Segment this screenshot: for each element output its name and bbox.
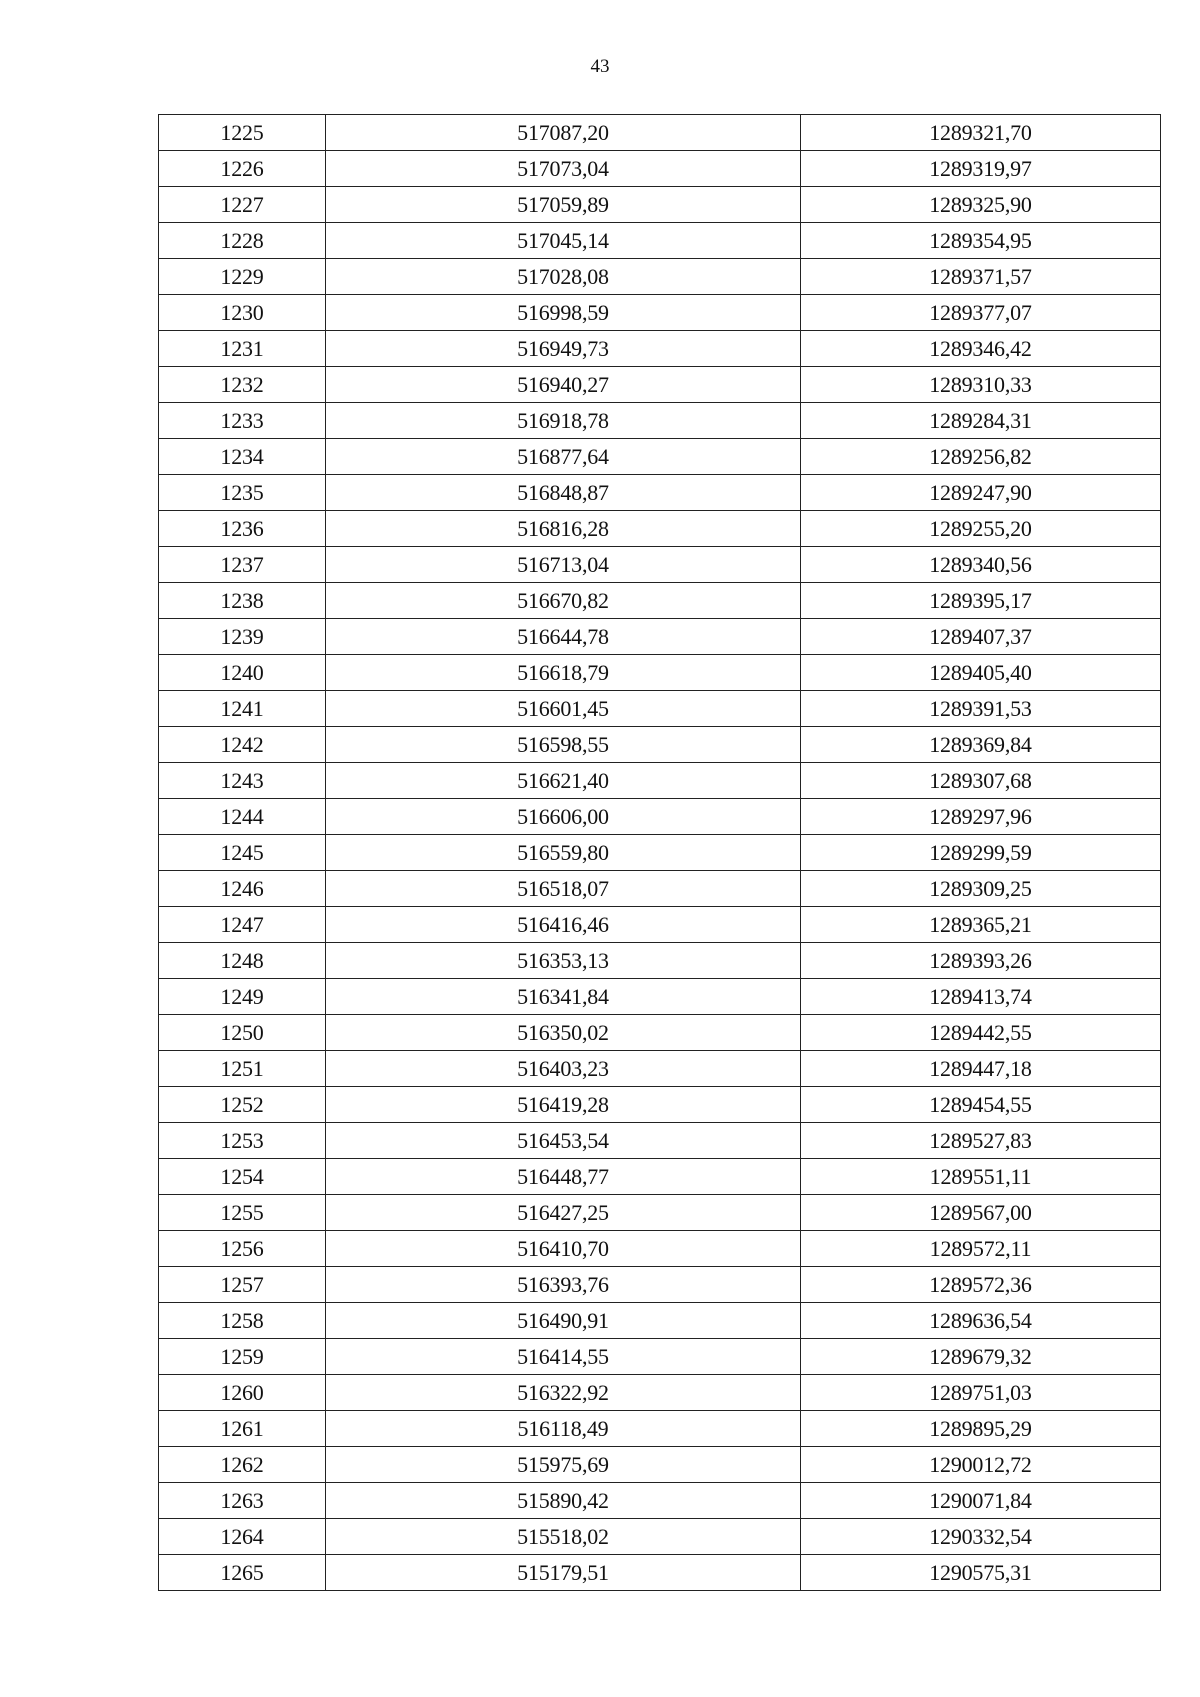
point-number-cell: 1262: [159, 1447, 326, 1483]
y-coordinate-cell: 1290071,84: [801, 1483, 1161, 1519]
table-row: [159, 115, 1161, 151]
y-coordinate-cell: 1289319,97: [801, 151, 1161, 187]
y-coordinate-cell: 1289527,83: [801, 1123, 1161, 1159]
x-coordinate-cell: 516414,55: [326, 1339, 801, 1375]
y-coordinate-cell: 1289354,95: [801, 223, 1161, 259]
x-coordinate-cell: 516453,54: [326, 1123, 801, 1159]
point-number-cell: 1245: [159, 835, 326, 871]
y-coordinate-cell: 1289284,31: [801, 403, 1161, 439]
table-row: [159, 1447, 1161, 1483]
y-coordinate-cell: 1289377,07: [801, 295, 1161, 331]
point-number-cell: 1259: [159, 1339, 326, 1375]
point-number-cell: 1240: [159, 655, 326, 691]
table-row: [159, 1375, 1161, 1411]
point-number-cell: 1251: [159, 1051, 326, 1087]
table-row: [159, 295, 1161, 331]
table-row: [159, 583, 1161, 619]
x-coordinate-cell: 516949,73: [326, 331, 801, 367]
table-row: [159, 619, 1161, 655]
point-number-cell: 1261: [159, 1411, 326, 1447]
point-number-cell: 1237: [159, 547, 326, 583]
y-coordinate-cell: 1289297,96: [801, 799, 1161, 835]
table-row: [159, 547, 1161, 583]
y-coordinate-cell: 1289247,90: [801, 475, 1161, 511]
table-row: [159, 1555, 1161, 1591]
point-number-cell: 1247: [159, 907, 326, 943]
x-coordinate-cell: 515179,51: [326, 1555, 801, 1591]
table-row: [159, 907, 1161, 943]
x-coordinate-cell: 517087,20: [326, 115, 801, 151]
x-coordinate-cell: 516877,64: [326, 439, 801, 475]
point-number-cell: 1231: [159, 331, 326, 367]
y-coordinate-cell: 1289447,18: [801, 1051, 1161, 1087]
point-number-cell: 1256: [159, 1231, 326, 1267]
x-coordinate-cell: 516559,80: [326, 835, 801, 871]
x-coordinate-cell: 516353,13: [326, 943, 801, 979]
point-number-cell: 1258: [159, 1303, 326, 1339]
x-coordinate-cell: 516848,87: [326, 475, 801, 511]
x-coordinate-cell: 517073,04: [326, 151, 801, 187]
x-coordinate-cell: 517045,14: [326, 223, 801, 259]
table-row: [159, 1231, 1161, 1267]
table-row: [159, 331, 1161, 367]
x-coordinate-cell: 516490,91: [326, 1303, 801, 1339]
x-coordinate-cell: 516118,49: [326, 1411, 801, 1447]
x-coordinate-cell: 516998,59: [326, 295, 801, 331]
point-number-cell: 1225: [159, 115, 326, 151]
point-number-cell: 1241: [159, 691, 326, 727]
point-number-cell: 1263: [159, 1483, 326, 1519]
table-row: [159, 727, 1161, 763]
table-row: [159, 511, 1161, 547]
y-coordinate-cell: 1289365,21: [801, 907, 1161, 943]
x-coordinate-cell: 517028,08: [326, 259, 801, 295]
table-row: [159, 1411, 1161, 1447]
x-coordinate-cell: 516601,45: [326, 691, 801, 727]
point-number-cell: 1243: [159, 763, 326, 799]
y-coordinate-cell: 1289321,70: [801, 115, 1161, 151]
x-coordinate-cell: 516598,55: [326, 727, 801, 763]
y-coordinate-cell: 1289325,90: [801, 187, 1161, 223]
point-number-cell: 1260: [159, 1375, 326, 1411]
y-coordinate-cell: 1289340,56: [801, 547, 1161, 583]
table-row: [159, 979, 1161, 1015]
y-coordinate-cell: 1289567,00: [801, 1195, 1161, 1231]
y-coordinate-cell: 1289393,26: [801, 943, 1161, 979]
x-coordinate-cell: 516644,78: [326, 619, 801, 655]
y-coordinate-cell: 1289391,53: [801, 691, 1161, 727]
table-row: [159, 1015, 1161, 1051]
table-row: [159, 691, 1161, 727]
x-coordinate-cell: 516448,77: [326, 1159, 801, 1195]
y-coordinate-cell: 1290012,72: [801, 1447, 1161, 1483]
y-coordinate-cell: 1289679,32: [801, 1339, 1161, 1375]
x-coordinate-cell: 516606,00: [326, 799, 801, 835]
table-row: [159, 1267, 1161, 1303]
x-coordinate-cell: 516670,82: [326, 583, 801, 619]
point-number-cell: 1228: [159, 223, 326, 259]
table-row: [159, 259, 1161, 295]
y-coordinate-cell: 1289405,40: [801, 655, 1161, 691]
y-coordinate-cell: 1289572,36: [801, 1267, 1161, 1303]
x-coordinate-cell: 516403,23: [326, 1051, 801, 1087]
y-coordinate-cell: 1289307,68: [801, 763, 1161, 799]
table-row: [159, 1339, 1161, 1375]
point-number-cell: 1248: [159, 943, 326, 979]
y-coordinate-cell: 1289407,37: [801, 619, 1161, 655]
y-coordinate-cell: 1289413,74: [801, 979, 1161, 1015]
point-number-cell: 1226: [159, 151, 326, 187]
x-coordinate-cell: 516918,78: [326, 403, 801, 439]
point-number-cell: 1242: [159, 727, 326, 763]
coordinates-table: [158, 114, 1161, 1591]
point-number-cell: 1255: [159, 1195, 326, 1231]
x-coordinate-cell: 516518,07: [326, 871, 801, 907]
y-coordinate-cell: 1289751,03: [801, 1375, 1161, 1411]
point-number-cell: 1254: [159, 1159, 326, 1195]
x-coordinate-cell: 516816,28: [326, 511, 801, 547]
coordinates-table-body: [159, 115, 1161, 1591]
point-number-cell: 1253: [159, 1123, 326, 1159]
y-coordinate-cell: 1289369,84: [801, 727, 1161, 763]
x-coordinate-cell: 516419,28: [326, 1087, 801, 1123]
x-coordinate-cell: 515975,69: [326, 1447, 801, 1483]
table-row: [159, 943, 1161, 979]
table-row: [159, 367, 1161, 403]
point-number-cell: 1233: [159, 403, 326, 439]
table-row: [159, 1195, 1161, 1231]
point-number-cell: 1246: [159, 871, 326, 907]
y-coordinate-cell: 1289309,25: [801, 871, 1161, 907]
table-row: [159, 871, 1161, 907]
y-coordinate-cell: 1289310,33: [801, 367, 1161, 403]
table-row: [159, 475, 1161, 511]
y-coordinate-cell: 1289454,55: [801, 1087, 1161, 1123]
y-coordinate-cell: 1289442,55: [801, 1015, 1161, 1051]
table-row: [159, 1519, 1161, 1555]
x-coordinate-cell: 516618,79: [326, 655, 801, 691]
point-number-cell: 1235: [159, 475, 326, 511]
point-number-cell: 1244: [159, 799, 326, 835]
table-row: [159, 1051, 1161, 1087]
x-coordinate-cell: 516322,92: [326, 1375, 801, 1411]
table-row: [159, 1087, 1161, 1123]
y-coordinate-cell: 1289299,59: [801, 835, 1161, 871]
table-row: [159, 799, 1161, 835]
y-coordinate-cell: 1289551,11: [801, 1159, 1161, 1195]
y-coordinate-cell: 1289256,82: [801, 439, 1161, 475]
x-coordinate-cell: 517059,89: [326, 187, 801, 223]
table-row: [159, 151, 1161, 187]
x-coordinate-cell: 516713,04: [326, 547, 801, 583]
table-row: [159, 1483, 1161, 1519]
point-number-cell: 1227: [159, 187, 326, 223]
x-coordinate-cell: 515518,02: [326, 1519, 801, 1555]
x-coordinate-cell: 516393,76: [326, 1267, 801, 1303]
y-coordinate-cell: 1289636,54: [801, 1303, 1161, 1339]
table-row: [159, 1303, 1161, 1339]
y-coordinate-cell: 1289572,11: [801, 1231, 1161, 1267]
point-number-cell: 1264: [159, 1519, 326, 1555]
y-coordinate-cell: 1289346,42: [801, 331, 1161, 367]
y-coordinate-cell: 1290332,54: [801, 1519, 1161, 1555]
x-coordinate-cell: 516410,70: [326, 1231, 801, 1267]
table-row: [159, 1123, 1161, 1159]
x-coordinate-cell: 516427,25: [326, 1195, 801, 1231]
table-row: [159, 439, 1161, 475]
point-number-cell: 1250: [159, 1015, 326, 1051]
x-coordinate-cell: 516416,46: [326, 907, 801, 943]
point-number-cell: 1238: [159, 583, 326, 619]
y-coordinate-cell: 1289395,17: [801, 583, 1161, 619]
x-coordinate-cell: 516341,84: [326, 979, 801, 1015]
table-row: [159, 1159, 1161, 1195]
x-coordinate-cell: 515890,42: [326, 1483, 801, 1519]
point-number-cell: 1234: [159, 439, 326, 475]
page-number: 43: [590, 56, 610, 77]
point-number-cell: 1239: [159, 619, 326, 655]
point-number-cell: 1249: [159, 979, 326, 1015]
point-number-cell: 1265: [159, 1555, 326, 1591]
x-coordinate-cell: 516350,02: [326, 1015, 801, 1051]
point-number-cell: 1232: [159, 367, 326, 403]
table-row: [159, 223, 1161, 259]
table-row: [159, 187, 1161, 223]
point-number-cell: 1252: [159, 1087, 326, 1123]
point-number-cell: 1229: [159, 259, 326, 295]
y-coordinate-cell: 1289371,57: [801, 259, 1161, 295]
point-number-cell: 1236: [159, 511, 326, 547]
x-coordinate-cell: 516621,40: [326, 763, 801, 799]
y-coordinate-cell: 1289255,20: [801, 511, 1161, 547]
table-row: [159, 403, 1161, 439]
y-coordinate-cell: 1290575,31: [801, 1555, 1161, 1591]
point-number-cell: 1230: [159, 295, 326, 331]
x-coordinate-cell: 516940,27: [326, 367, 801, 403]
y-coordinate-cell: 1289895,29: [801, 1411, 1161, 1447]
point-number-cell: 1257: [159, 1267, 326, 1303]
table-row: [159, 655, 1161, 691]
table-row: [159, 763, 1161, 799]
table-row: [159, 835, 1161, 871]
